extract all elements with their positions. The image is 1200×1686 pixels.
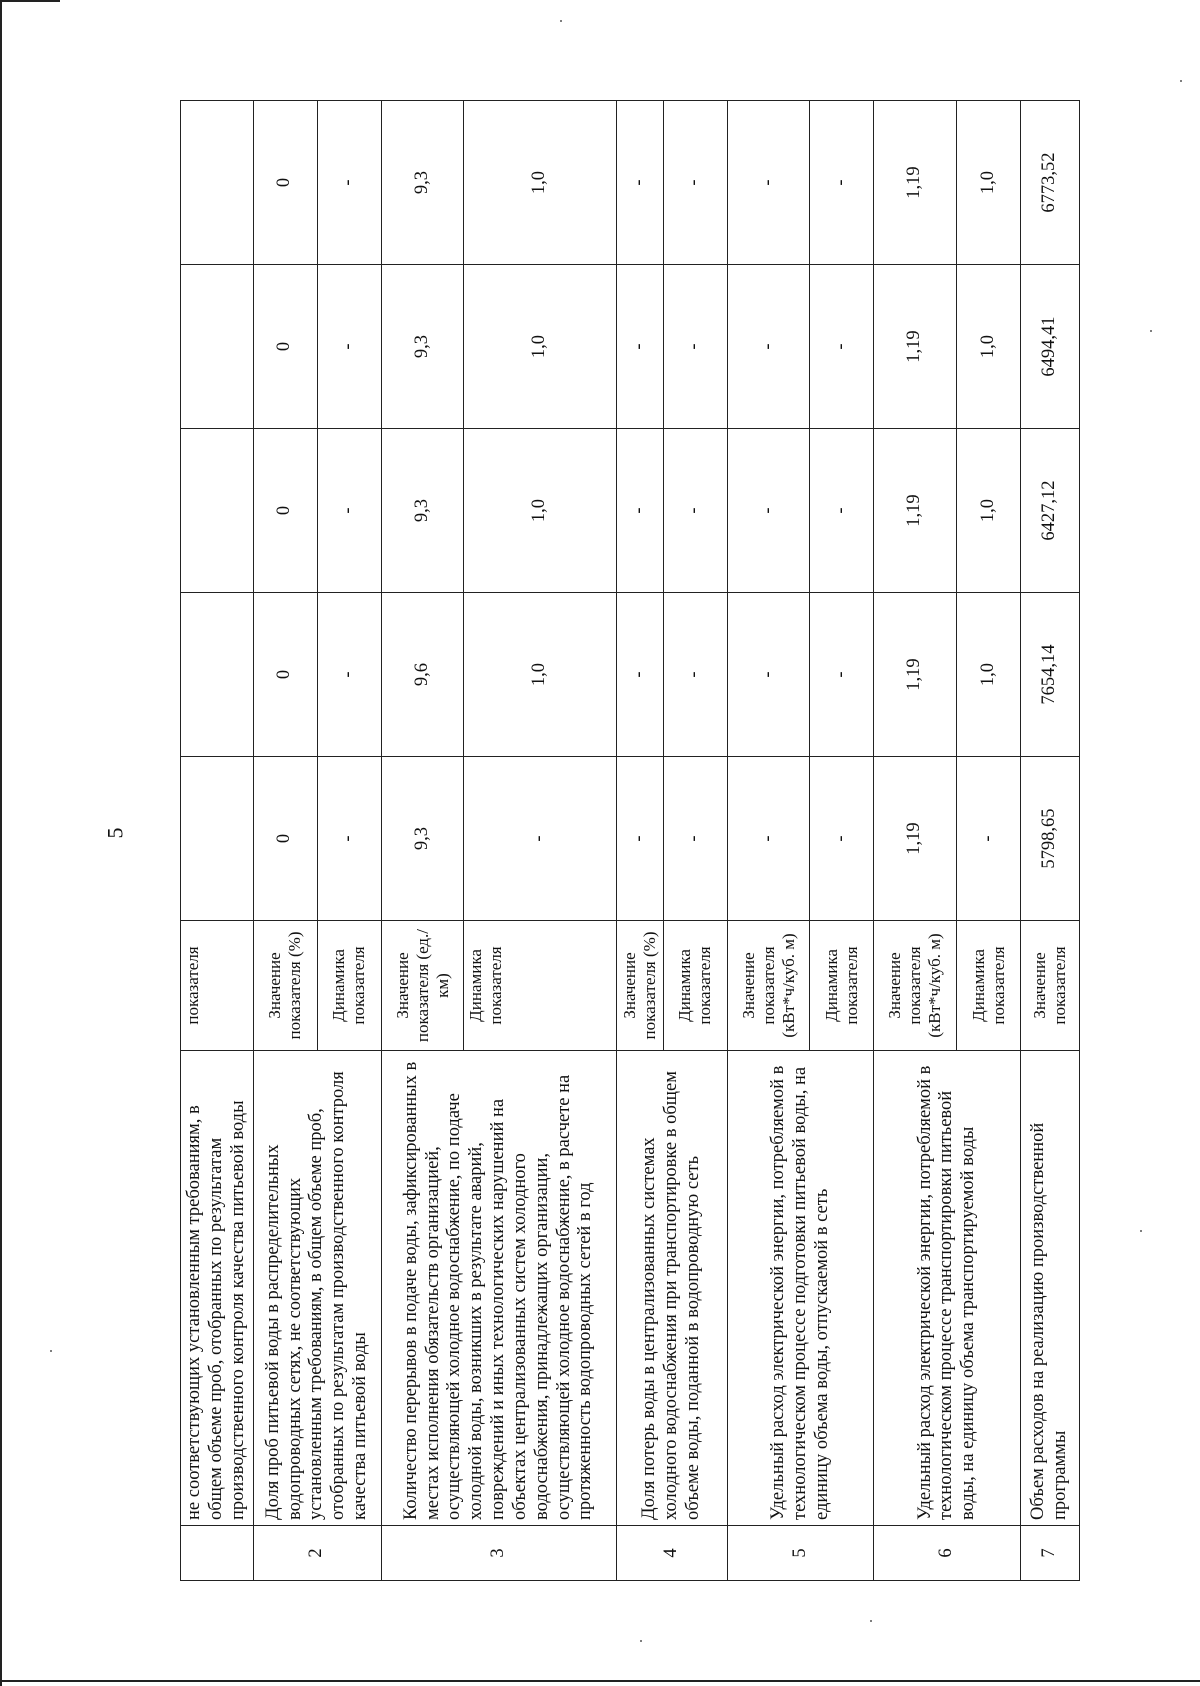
value-cell: -	[317, 593, 381, 757]
value-cell	[181, 593, 254, 757]
value-cell: 0	[253, 429, 317, 593]
value-cell: -	[727, 593, 810, 757]
indicator-description: не соответствующих установленным требованиям, в общем объеме проб, отобранных по результатам производственного контроля качества питьевой воды	[181, 1051, 254, 1526]
value-cell: 0	[253, 265, 317, 429]
page-number: 5	[102, 827, 128, 839]
value-cell: 1,0	[464, 429, 617, 593]
frame-top-line	[0, 0, 60, 2]
indicator-unit: Динамика показателя	[810, 921, 874, 1051]
value-cell: 1,19	[874, 593, 957, 757]
value-cell: -	[464, 757, 617, 921]
scan-speck	[50, 1350, 52, 1352]
value-cell: 1,19	[874, 429, 957, 593]
value-cell: -	[663, 265, 727, 429]
value-cell: -	[663, 101, 727, 265]
value-cell: 0	[253, 757, 317, 921]
value-cell: 1,0	[957, 429, 1021, 593]
table-row	[874, 101, 957, 1581]
indicator-unit: Значение показателя (кВт*ч/куб. м)	[727, 921, 810, 1051]
indicator-unit: Динамика показателя	[663, 921, 727, 1051]
value-cell: -	[617, 429, 664, 593]
scan-speck	[1140, 1230, 1142, 1232]
indicator-description: Удельный расход электрической энергии, потребляемой в технологическом процессе подготовки питьевой воды, на единицу объема воды, отпускаемой в сеть	[727, 1051, 874, 1526]
value-cell: 0	[253, 101, 317, 265]
value-cell: 6494,41	[1021, 265, 1080, 429]
value-cell: 7654,14	[1021, 593, 1080, 757]
value-cell: 6773,52	[1021, 101, 1080, 265]
value-cell: -	[663, 757, 727, 921]
scan-speck	[1180, 80, 1182, 82]
indicator-description: Удельный расход электрической энергии, потребляемой в технологическом процессе транспортировки питьевой воды, на единицу объема транспортируемой воды	[874, 1051, 1021, 1526]
table-row	[181, 101, 254, 1581]
scan-speck	[640, 1640, 642, 1642]
table-row	[727, 101, 810, 1581]
indicator-description: Доля потерь воды в централизованных системах холодного водоснабжения при транспортировке в общем объеме воды, поданной в водопроводную сеть	[617, 1051, 728, 1526]
frame-left-line	[0, 0, 2, 1686]
scan-speck	[870, 1620, 872, 1622]
value-cell	[181, 265, 254, 429]
value-cell: 9,6	[381, 593, 464, 757]
indicator-unit: Значение показателя	[1021, 921, 1080, 1051]
indicator-unit: Динамика показателя	[464, 921, 617, 1051]
value-cell: -	[727, 265, 810, 429]
value-cell: 9,3	[381, 101, 464, 265]
row-number: 2	[253, 1526, 381, 1581]
value-cell: 1,19	[874, 265, 957, 429]
value-cell: -	[317, 265, 381, 429]
indicator-description: Доля проб питьевой воды в распределительных водопроводных сетях, не соответствующих установленным требованиям, в общем объеме проб, отобранных по результатам производственного контроля качества питьевой воды	[253, 1051, 381, 1526]
value-cell: -	[810, 757, 874, 921]
row-number: 4	[617, 1526, 728, 1581]
value-cell: 9,3	[381, 429, 464, 593]
table-row	[381, 101, 464, 1581]
indicators-table	[180, 100, 1080, 1581]
value-cell: -	[727, 101, 810, 265]
value-cell: -	[617, 593, 664, 757]
value-cell: -	[617, 265, 664, 429]
value-cell: 1,19	[874, 101, 957, 265]
row-number	[181, 1526, 254, 1581]
value-cell: -	[810, 429, 874, 593]
row-number: 7	[1021, 1526, 1080, 1581]
value-cell: 1,0	[957, 265, 1021, 429]
value-cell: 1,0	[464, 593, 617, 757]
value-cell: -	[957, 757, 1021, 921]
indicator-unit: показателя	[181, 921, 254, 1051]
indicator-unit: Значение показателя (кВт*ч/куб. м)	[874, 921, 957, 1051]
value-cell: 1,19	[874, 757, 957, 921]
value-cell: -	[663, 593, 727, 757]
value-cell: -	[727, 757, 810, 921]
value-cell: 6427,12	[1021, 429, 1080, 593]
value-cell: -	[317, 757, 381, 921]
table-row	[253, 101, 317, 1581]
indicator-description: Объем расходов на реализацию производственной программы	[1021, 1051, 1080, 1526]
value-cell: -	[810, 593, 874, 757]
scan-speck	[1150, 330, 1152, 332]
frame-bottom-line	[0, 1680, 1200, 1682]
value-cell: -	[617, 757, 664, 921]
indicator-unit: Значение показателя (%)	[617, 921, 664, 1051]
value-cell: -	[317, 101, 381, 265]
value-cell	[181, 101, 254, 265]
table-row	[1021, 101, 1080, 1581]
value-cell: 9,3	[381, 265, 464, 429]
indicator-unit: Значение показателя (ед./км)	[381, 921, 464, 1051]
indicator-unit: Динамика показателя	[317, 921, 381, 1051]
value-cell: 0	[253, 593, 317, 757]
value-cell: -	[663, 429, 727, 593]
table-row	[617, 101, 664, 1581]
value-cell: 1,0	[957, 593, 1021, 757]
value-cell: 1,0	[464, 265, 617, 429]
value-cell: -	[810, 101, 874, 265]
value-cell: -	[727, 429, 810, 593]
value-cell	[181, 757, 254, 921]
indicator-unit: Динамика показателя	[957, 921, 1021, 1051]
indicator-unit: Значение показателя (%)	[253, 921, 317, 1051]
indicator-description: Количество перерывов в подаче воды, зафиксированных в местах исполнения обязательств организацией, осуществляющей холодное водоснабжение, по подаче холодной воды, возникших в результате аварий, повреждений и иных технологических нарушений на объектах централизованных систем холодного водоснабжения, принадлежащих организации, осуществляющей холодное водоснабжение, в расчете на протяженность водопроводных сетей в год	[381, 1051, 616, 1526]
row-number: 3	[381, 1526, 616, 1581]
value-cell: 9,3	[381, 757, 464, 921]
value-cell: 1,0	[464, 101, 617, 265]
row-number: 6	[874, 1526, 1021, 1581]
value-cell: -	[810, 265, 874, 429]
value-cell: 1,0	[957, 101, 1021, 265]
document-table-rotated	[180, 101, 1080, 1581]
scan-speck	[560, 20, 562, 22]
value-cell: -	[317, 429, 381, 593]
row-number: 5	[727, 1526, 874, 1581]
value-cell: 5798,65	[1021, 757, 1080, 921]
value-cell: -	[617, 101, 664, 265]
value-cell	[181, 429, 254, 593]
